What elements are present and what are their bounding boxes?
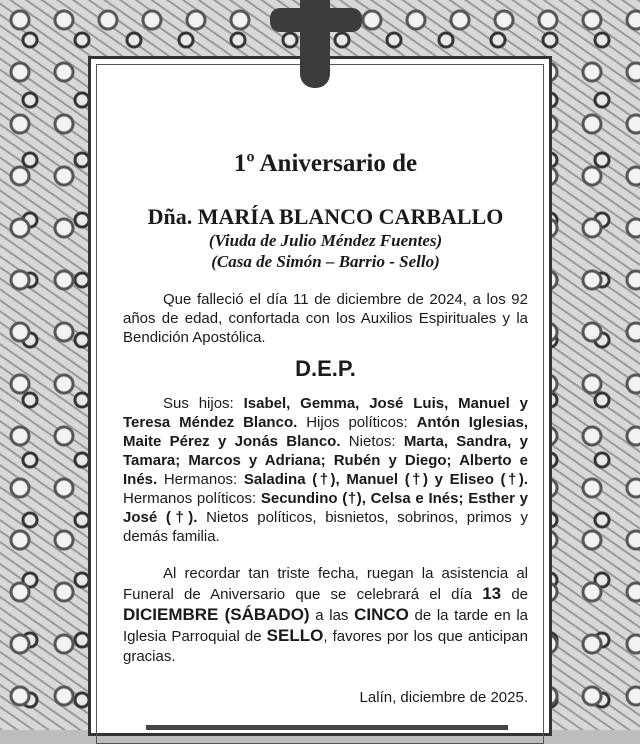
bold-text: DICIEMBRE (SÁBADO) [123,605,310,624]
bold-text: SELLO [266,626,324,645]
funeral-paragraph [123,564,528,667]
dep-heading: D.E.P. [295,356,356,381]
death-paragraph [123,290,528,347]
bold-text: 13 [482,584,502,603]
deceased-name: Dña. MARÍA BLANCO CARBALLO [147,204,504,229]
text: Al recordar tan triste fecha, ruegan la asistencia al Funeral de Aniversario que se celebrará el día [123,565,528,603]
text: Que falleció el día 11 de diciembre de 2024, a los 92 años de edad, confortada con los Auxilios Espirituales y la Bendición Apostólica. [123,291,528,346]
family-paragraph [123,394,528,546]
text: Hijos políticos: [297,414,417,431]
text: , favores por los que anticipan gracias. [123,628,528,665]
signature-line: Lalín, diciembre de 2025. [359,689,528,706]
bold-text: Antón Iglesias, Maite Pérez y Jonás Blanco. [123,414,528,450]
bold-text: Isabel, Gemma, José Luis, Manuel y Teresa Méndez Blanco. [123,395,528,431]
bottom-divider [146,725,508,730]
house-line: (Casa de Simón – Barrio - Sello) [211,252,440,271]
text: Nietos políticos, bisnietos, sobrinos, primos y demás familia. [123,509,528,545]
notice-content [123,150,528,706]
text: a las [309,607,355,624]
bold-text: CINCO [354,605,409,624]
bold-text: Marta, Sandra, y Tamara; Marcos y Adriana; Rubén y Diego; Alberto e Inés. [123,433,528,488]
bold-text: Saladina (†), Manuel (†) y Eliseo (†). [243,471,528,488]
widow-line: (Viuda de Julio Méndez Fuentes) [208,231,443,250]
bold-text: Secundino (†), Celsa e Inés; Esther y José (†). [123,490,528,526]
notice-title: 1º Aniversario de [233,150,418,177]
text: Nietos: [340,433,404,450]
text: de la tarde en la Iglesia Parroquial de [123,607,528,645]
text: Sus hijos: [163,395,244,412]
text: de [501,586,528,603]
cross-icon [300,0,330,88]
text: Hermanos políticos: [123,490,261,507]
text: Hermanos: [157,471,244,488]
